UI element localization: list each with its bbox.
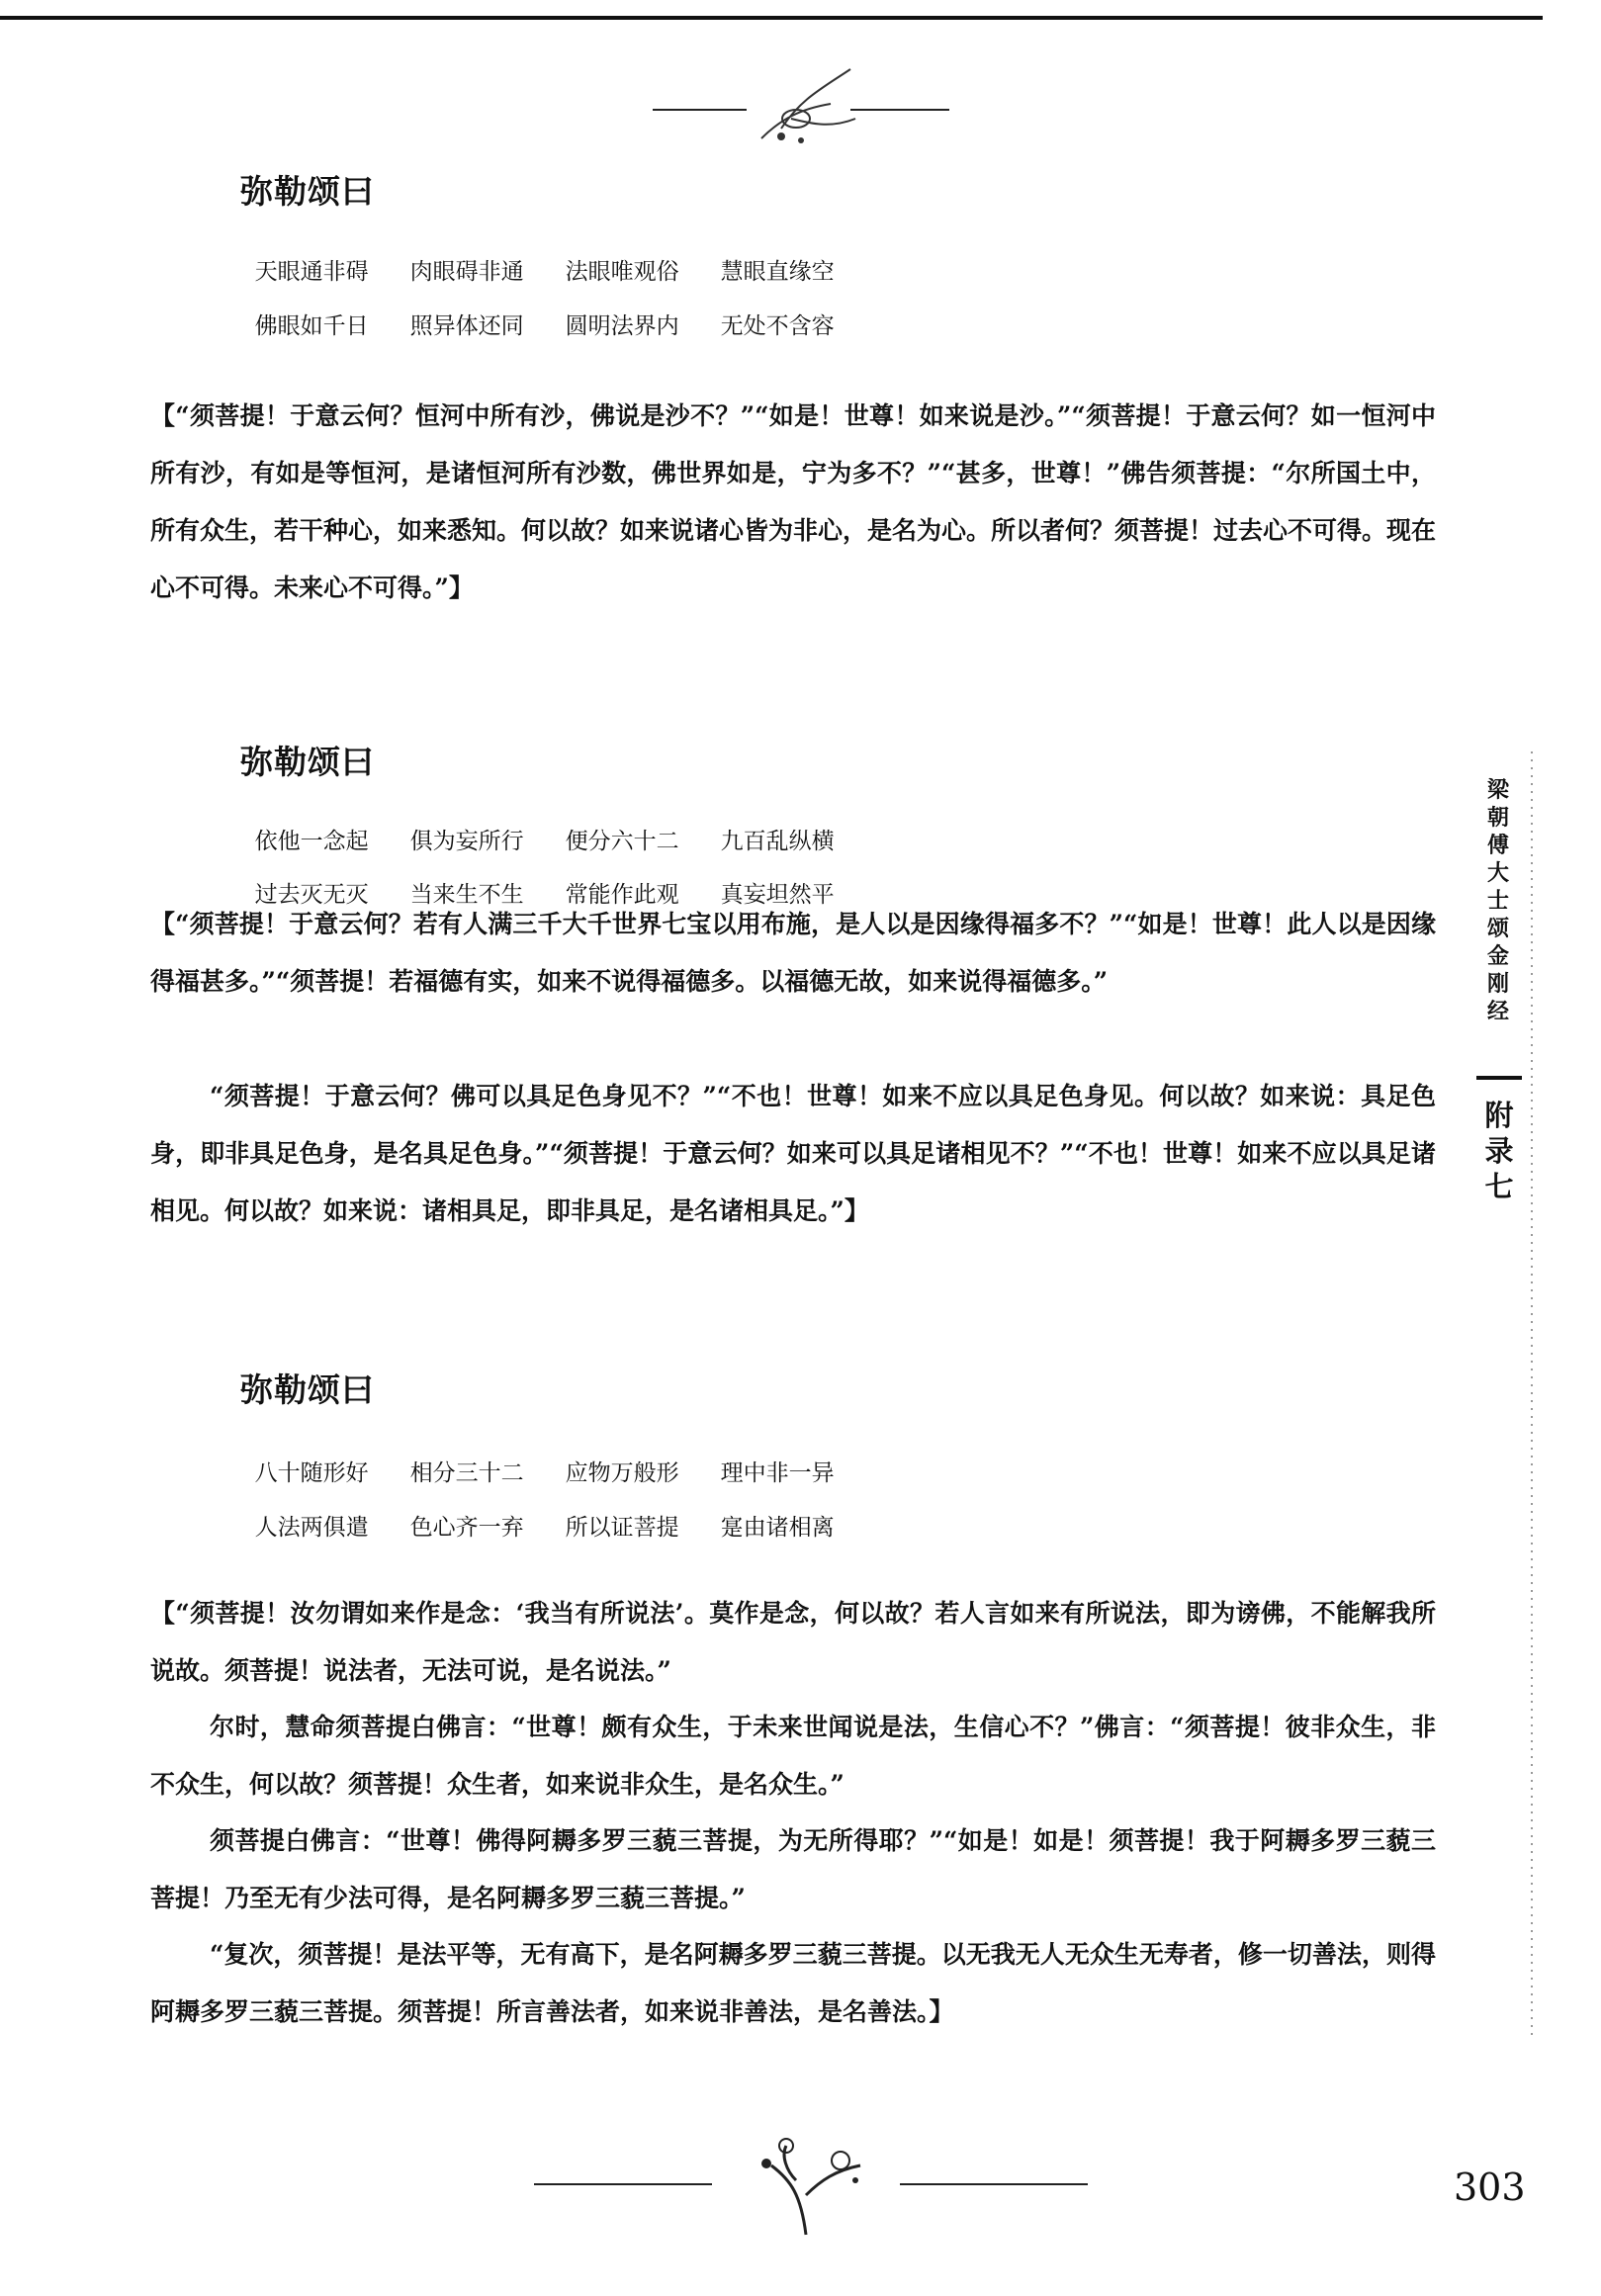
section-3-paragraph-2: 尔时，慧命须菩提白佛言：“世尊！颇有众生，于未来世闻说是法，生信心不？”佛言：“须菩提！彼非众生，非不众生，何以故？须菩提！众生者，如来说非众生，是名众生。” [150, 1713, 1436, 1799]
side-book-title: 梁朝傅大士颂金刚经 [1486, 777, 1509, 1024]
verse-phrase: 肉眼碍非通 [409, 259, 524, 285]
top-rule [0, 16, 1543, 20]
page-number: 303 [1454, 2165, 1526, 2209]
section-3-paragraph-3: 须菩提白佛言：“世尊！佛得阿耨多罗三藐三菩提，为无所得耶？”“如是！如是！须菩提！我于阿耨多罗三藐三菩提！乃至无有少法可得，是名阿耨多罗三藐三菩提。” [150, 1826, 1436, 1912]
verse-phrase: 相分三十二 [409, 1460, 524, 1486]
verse-phrase: 九百乱纵横 [720, 829, 835, 854]
verse-phrase: 人法两俱遣 [254, 1515, 369, 1541]
verse-phrase: 过去灭无灭 [254, 882, 369, 908]
verse-phrase: 理中非一异 [720, 1460, 835, 1486]
section-3-verse-line-1 [240, 1429, 876, 1487]
verse-phrase: 应物万般形 [565, 1460, 679, 1486]
section-2-paragraph-1: 【“须菩提！于意云何？若有人满三千大千世界七宝以用布施，是人以是因缘得福多不？”“如是！世尊！此人以是因缘得福甚多。”“须菩提！若福德有实，如来不说得福德多。以福德无故，如来说得福德多。” [150, 910, 1436, 996]
verse-phrase: 依他一念起 [254, 829, 369, 854]
side-margin-dotted-line [1531, 751, 1533, 2037]
verse-phrase: 照异体还同 [409, 313, 524, 339]
section-2-paragraph-2: “须菩提！于意云何？佛可以具足色身见不？”“不也！世尊！如来不应以具足色身见。何以故？如来说：具足色身，即非具足色身，是名具足色身。”“须菩提！于意云何？如来可以具足诸相见不？”“不也！世尊！如来不应以具足诸相见。何以故？如来说：诸相具足，即非具足，是名诸相具足。”】 [150, 1082, 1436, 1225]
section-3-paragraph-1: 【“须菩提！汝勿谓如来作是念：‘我当有所说法’。莫作是念，何以故？若人言如来有所说法，即为谤佛，不能解我所说故。须菩提！说法者，无法可说，是名说法。” [150, 1599, 1436, 1685]
verse-phrase: 八十随形好 [254, 1460, 369, 1486]
top-ornament [653, 59, 949, 158]
section-1-heading: 弥勒颂曰 [240, 172, 375, 211]
section-1-verse-line-1 [240, 227, 876, 286]
section-1-paragraph-1: 【“须菩提！于意云何？恒河中所有沙，佛说是沙不？”“如是！世尊！如来说是沙。”“须菩提！于意云何？如一恒河中所有沙，有如是等恒河，是诸恒河所有沙数，佛世界如是，宁为多不？”“甚多，世尊！”佛告须菩提：“尔所国土中，所有众生，若干种心，如来悉知。何以故？如来说诸心皆为非心，是名为心。所以者何？须菩提！过去心不可得。现在心不可得。未来心不可得。”】 [150, 401, 1437, 602]
flower-branch-icon [742, 2126, 880, 2245]
verse-phrase: 常能作此观 [565, 882, 679, 908]
verse-phrase: 便分六十二 [565, 829, 679, 854]
verse-phrase: 无处不含容 [720, 313, 835, 339]
verse-phrase: 色心齐一弃 [409, 1515, 524, 1541]
section-3-paragraph-4: “复次，须菩提！是法平等，无有高下，是名阿耨多罗三藐三菩提。以无我无人无众生无寿者，修一切善法，则得阿耨多罗三藐三菩提。须菩提！所言善法者，如来说非善法，是名善法。】 [150, 1940, 1436, 2026]
verse-phrase: 所以证菩提 [565, 1515, 679, 1541]
section-2-verse-line-1 [240, 797, 876, 855]
section-2-heading: 弥勒颂曰 [240, 743, 375, 781]
verse-phrase: 俱为妄所行 [409, 829, 524, 854]
side-separator [1476, 1076, 1522, 1080]
section-1-verse-line-2 [240, 282, 876, 340]
verse-phrase: 寔由诸相离 [720, 1515, 835, 1541]
verse-phrase: 佛眼如千日 [254, 313, 369, 339]
flower-ornament-icon [742, 59, 870, 158]
verse-phrase: 圆明法界内 [565, 313, 679, 339]
verse-phrase: 天眼通非碍 [254, 259, 369, 285]
section-3-heading: 弥勒颂曰 [240, 1370, 375, 1409]
verse-phrase: 真妄坦然平 [720, 882, 835, 908]
section-3-verse-line-2 [240, 1483, 876, 1542]
side-appendix-label: 附录七 [1484, 1099, 1514, 1203]
bottom-ornament [534, 2126, 1088, 2245]
verse-phrase: 慧眼直缘空 [720, 259, 835, 285]
verse-phrase: 法眼唯观俗 [565, 259, 679, 285]
verse-phrase: 当来生不生 [409, 882, 524, 908]
